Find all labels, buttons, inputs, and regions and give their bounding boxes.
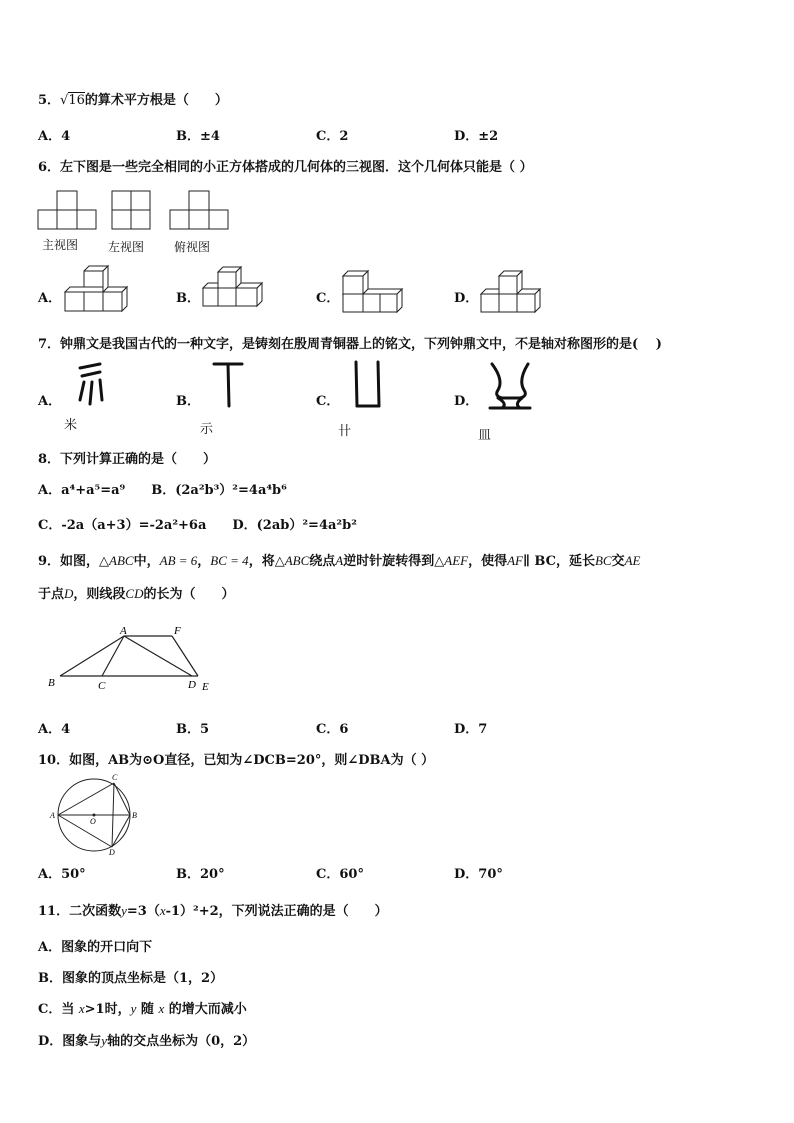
q9-option-d: D．7 bbox=[454, 722, 488, 737]
q6-option-a-solid bbox=[62, 272, 152, 317]
q5-option-c: C．2 bbox=[316, 129, 349, 144]
q7-glyph-d bbox=[488, 360, 534, 410]
q9-triangle-figure bbox=[46, 624, 226, 694]
q6-three-views-figure bbox=[38, 188, 278, 238]
q10-label-a: A bbox=[50, 811, 55, 820]
q6-option-c-label: C． bbox=[316, 291, 340, 306]
q11-stem: 11．二次函数y=3（x-1）²+2，下列说法正确的是（ ） bbox=[38, 903, 388, 919]
q6-option-d-label: D． bbox=[454, 291, 479, 306]
q6-option-b-solid bbox=[200, 272, 290, 317]
q9-stem-line2: 于点D，则线段CD的长为（ ） bbox=[38, 586, 235, 602]
q9-label-f: F bbox=[174, 625, 181, 637]
q7-glyph-a bbox=[76, 360, 116, 410]
q10-option-a: A．50° bbox=[38, 867, 86, 882]
q9-label-c: C bbox=[98, 680, 106, 692]
q8-options-line1: A．a⁴+a⁵=a⁹ B．(2a²b³）²=4a⁴b⁶ bbox=[38, 483, 287, 498]
q8-stem: 8．下列计算正确的是（ ） bbox=[38, 452, 217, 467]
q7-glyph-b bbox=[210, 360, 250, 410]
q10-option-c: C．60° bbox=[316, 867, 364, 882]
q9-label-e: E bbox=[202, 681, 209, 693]
q11-option-d: D．图象与y轴的交点坐标为（0，2） bbox=[38, 1033, 256, 1049]
left-view-label: 左视图 bbox=[108, 240, 145, 254]
sqrt-sign: √ bbox=[60, 93, 69, 108]
q9-label-a: A bbox=[120, 625, 127, 637]
q7-caption-a: 米 bbox=[64, 418, 78, 433]
q7-caption-c: 卄 bbox=[338, 424, 352, 439]
q5-number: 5． bbox=[38, 93, 61, 108]
q9-option-b: B．5 bbox=[176, 722, 210, 737]
q7-option-b-label: B． bbox=[176, 394, 200, 409]
q6-option-c-solid bbox=[340, 272, 430, 317]
q9-option-a: A．4 bbox=[38, 722, 71, 737]
q11-option-b: B．图象的顶点坐标是（1，2） bbox=[38, 971, 224, 986]
q7-stem: 7．钟鼎文是我国古代的一种文字，是铸刻在殷周青铜器上的铭文，下列钟鼎文中，不是轴对称图形的是( ) bbox=[38, 337, 662, 352]
q6-option-d-solid bbox=[478, 272, 568, 317]
q9-option-c: C．6 bbox=[316, 722, 349, 737]
front-view-label: 主视图 bbox=[42, 238, 79, 252]
q5-text: 的算术平方根是（ ） bbox=[84, 93, 228, 108]
q8-options-line2: C．-2a（a+3）=-2a²+6a D．(2ab）²=4a²b² bbox=[38, 518, 357, 533]
q9-label-d: D bbox=[188, 679, 196, 691]
q10-label-o: O bbox=[90, 817, 96, 826]
q10-label-d: D bbox=[109, 848, 115, 857]
q5-radicand: 16 bbox=[68, 93, 85, 108]
q9-label-b: B bbox=[48, 677, 55, 689]
q6-option-b-label: B． bbox=[176, 291, 200, 306]
q11-option-c: C．当 x>1时，y 随 x 的增大而减小 bbox=[38, 1001, 247, 1017]
q6-option-a-label: A． bbox=[38, 291, 62, 306]
q10-stem: 10．如图，AB为⊙O直径，已知为∠DCB=20°，则∠DBA为（ ） bbox=[38, 753, 435, 768]
q6-stem: 6．左下图是一些完全相同的小正方体搭成的几何体的三视图．这个几何体只能是（ ） bbox=[38, 160, 533, 175]
q10-label-b: B bbox=[132, 811, 137, 820]
q7-caption-d: 皿 bbox=[478, 428, 492, 443]
q5-option-d: D．±2 bbox=[454, 129, 499, 144]
q5-stem bbox=[38, 89, 228, 108]
q5-option-a: A．4 bbox=[38, 129, 71, 144]
q10-option-d: D．70° bbox=[454, 867, 503, 882]
q7-option-c-label: C． bbox=[316, 394, 340, 409]
q10-circle-figure bbox=[50, 773, 144, 857]
q7-option-d-label: D． bbox=[454, 394, 479, 409]
top-view-label: 俯视图 bbox=[174, 240, 211, 254]
q10-option-b: B．20° bbox=[176, 867, 225, 882]
q7-option-a-label: A． bbox=[38, 394, 62, 409]
q7-caption-b: 示 bbox=[200, 422, 214, 437]
q10-label-c: C bbox=[112, 773, 118, 782]
q7-glyph-c bbox=[352, 360, 392, 410]
q9-stem-line1: 9．如图，△ABC中，AB = 6，BC = 4，将△ABC绕点A逆时针旋转得到△AEF，使得AF∥ BC，延长BC交AE bbox=[38, 553, 641, 569]
q11-option-a: A．图象的开口向下 bbox=[38, 940, 153, 955]
q5-option-b: B．±4 bbox=[176, 129, 220, 144]
